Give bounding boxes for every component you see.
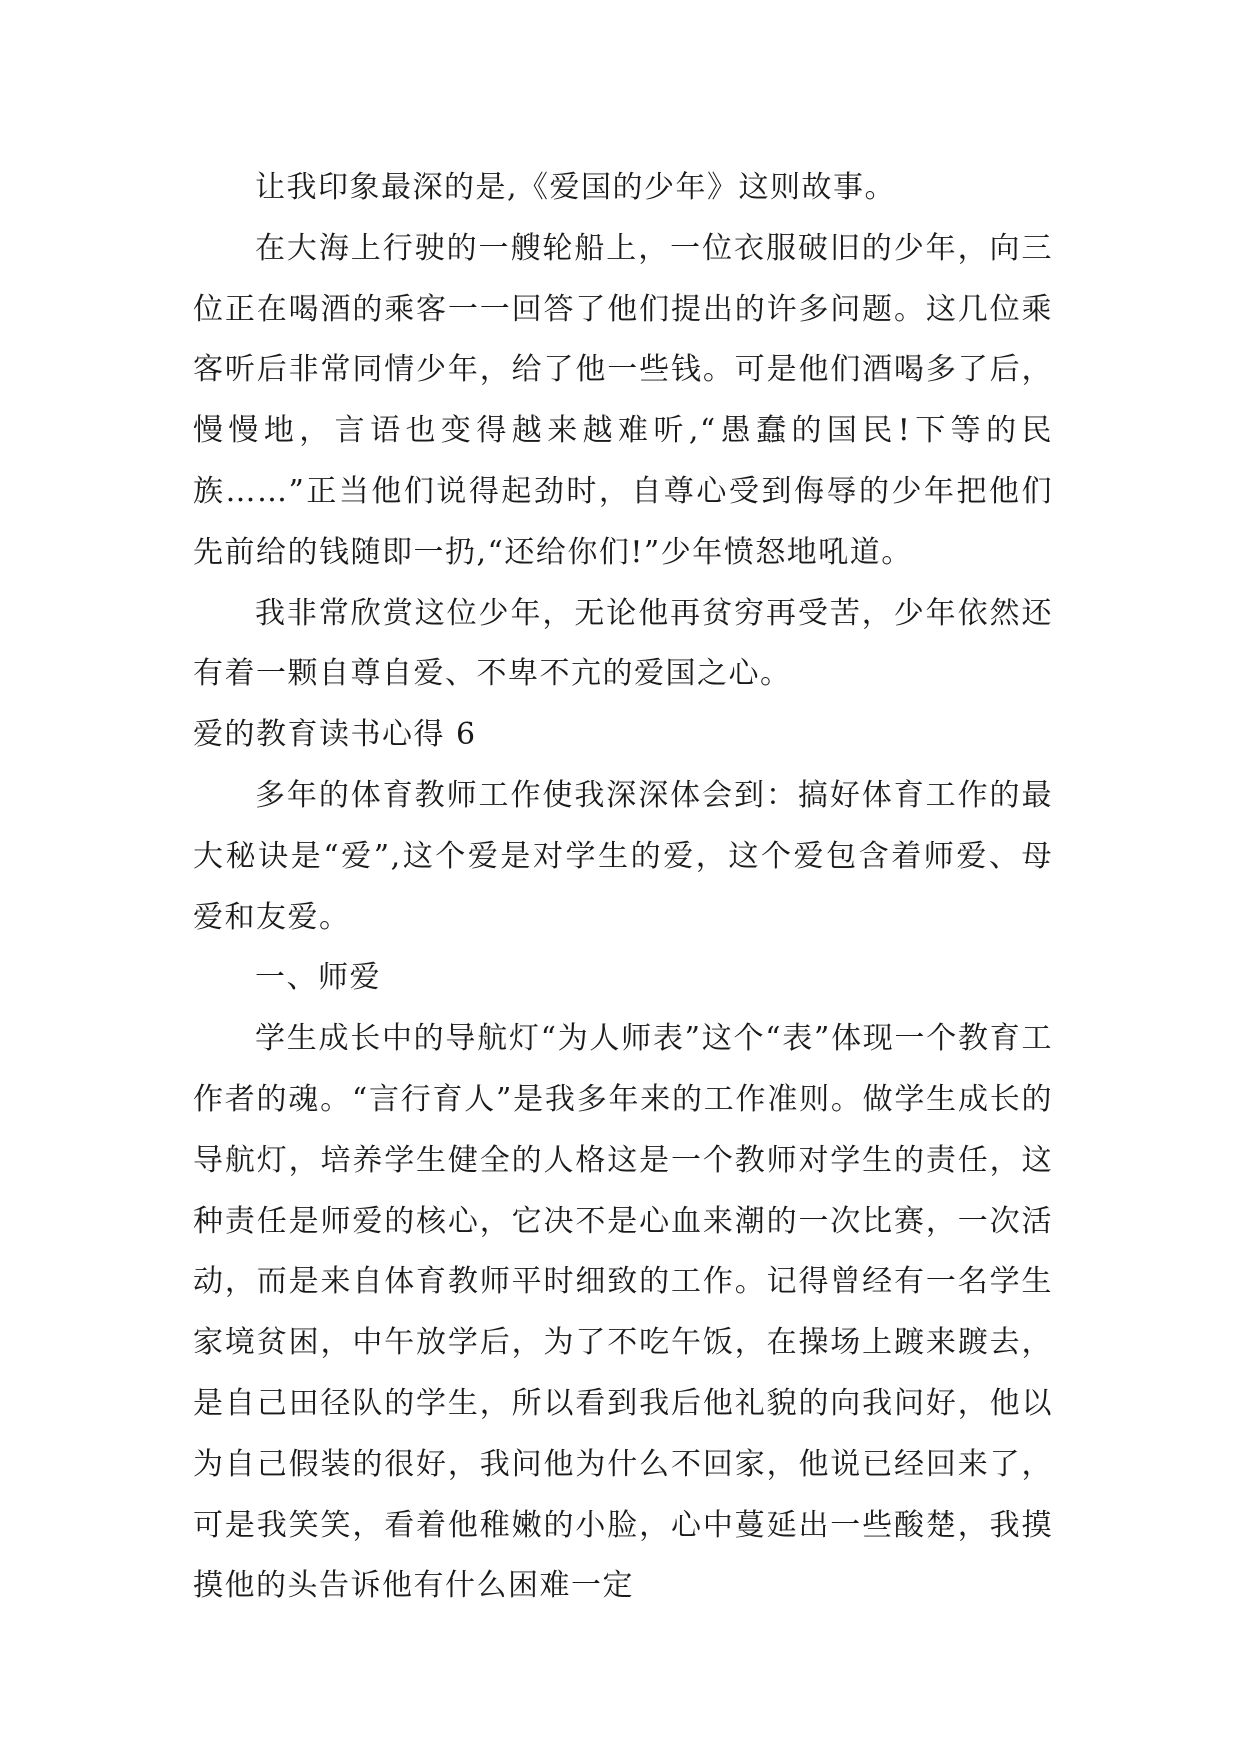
paragraph-guiding-light: 学生成长中的导航灯“为人师表”这个“表”体现一个教育工作者的魂。“言行育人”是我多年来的工作准则。做学生成长的导航灯，培养学生健全的人格这是一个教师对学生的责任，这种责任是师爱的核心，它决不是心血来潮的一次比赛，一次活动，而是来自体育教师平时细致的工作。记得曾经有一名学生家境贫困，中午放学后，为了不吃午饭，在操场上踱来踱去，是自己田径队的学生，所以看到我后他礼貌的向我问好，他以为自己假装的很好，我问他为什么不回家，他说已经回来了，可是我笑笑，看着他稚嫩的小脸，心中蔓延出一些酸楚，我摸摸他的头告诉他有什么困难一定 [193,1021,1053,1604]
section-heading: 爱的教育读书心得 6 [193,717,477,753]
document-body [193,158,1053,1617]
paragraph-appreciation: 我非常欣赏这位少年，无论他再贫穷再受苦，少年依然还有着一颗自尊自爱、不卑不亢的爱国之心。 [193,595,1053,692]
paragraph-intro: 多年的体育教师工作使我深深体会到：搞好体育工作的最大秘诀是“爱”,这个爱是对学生的爱，这个爱包含着师爱、母爱和友爱。 [193,777,1053,935]
paragraph-story: 在大海上行驶的一艘轮船上，一位衣服破旧的少年，向三位正在喝酒的乘客一一回答了他们提出的许多问题。这几位乘客听后非常同情少年，给了他一些钱。可是他们酒喝多了后，慢慢地，言语也变得越来越难听,“愚蠢的国民!下等的民族……”正当他们说得起劲时，自尊心受到侮辱的少年把他们先前给的钱随即一扔,“还给你们!”少年愤怒地吼道。 [193,230,1053,570]
subheading-teacher-love: 一、师爱 [255,960,381,996]
paragraph-impression: 让我印象最深的是,《爱国的少年》这则故事。 [255,170,897,205]
